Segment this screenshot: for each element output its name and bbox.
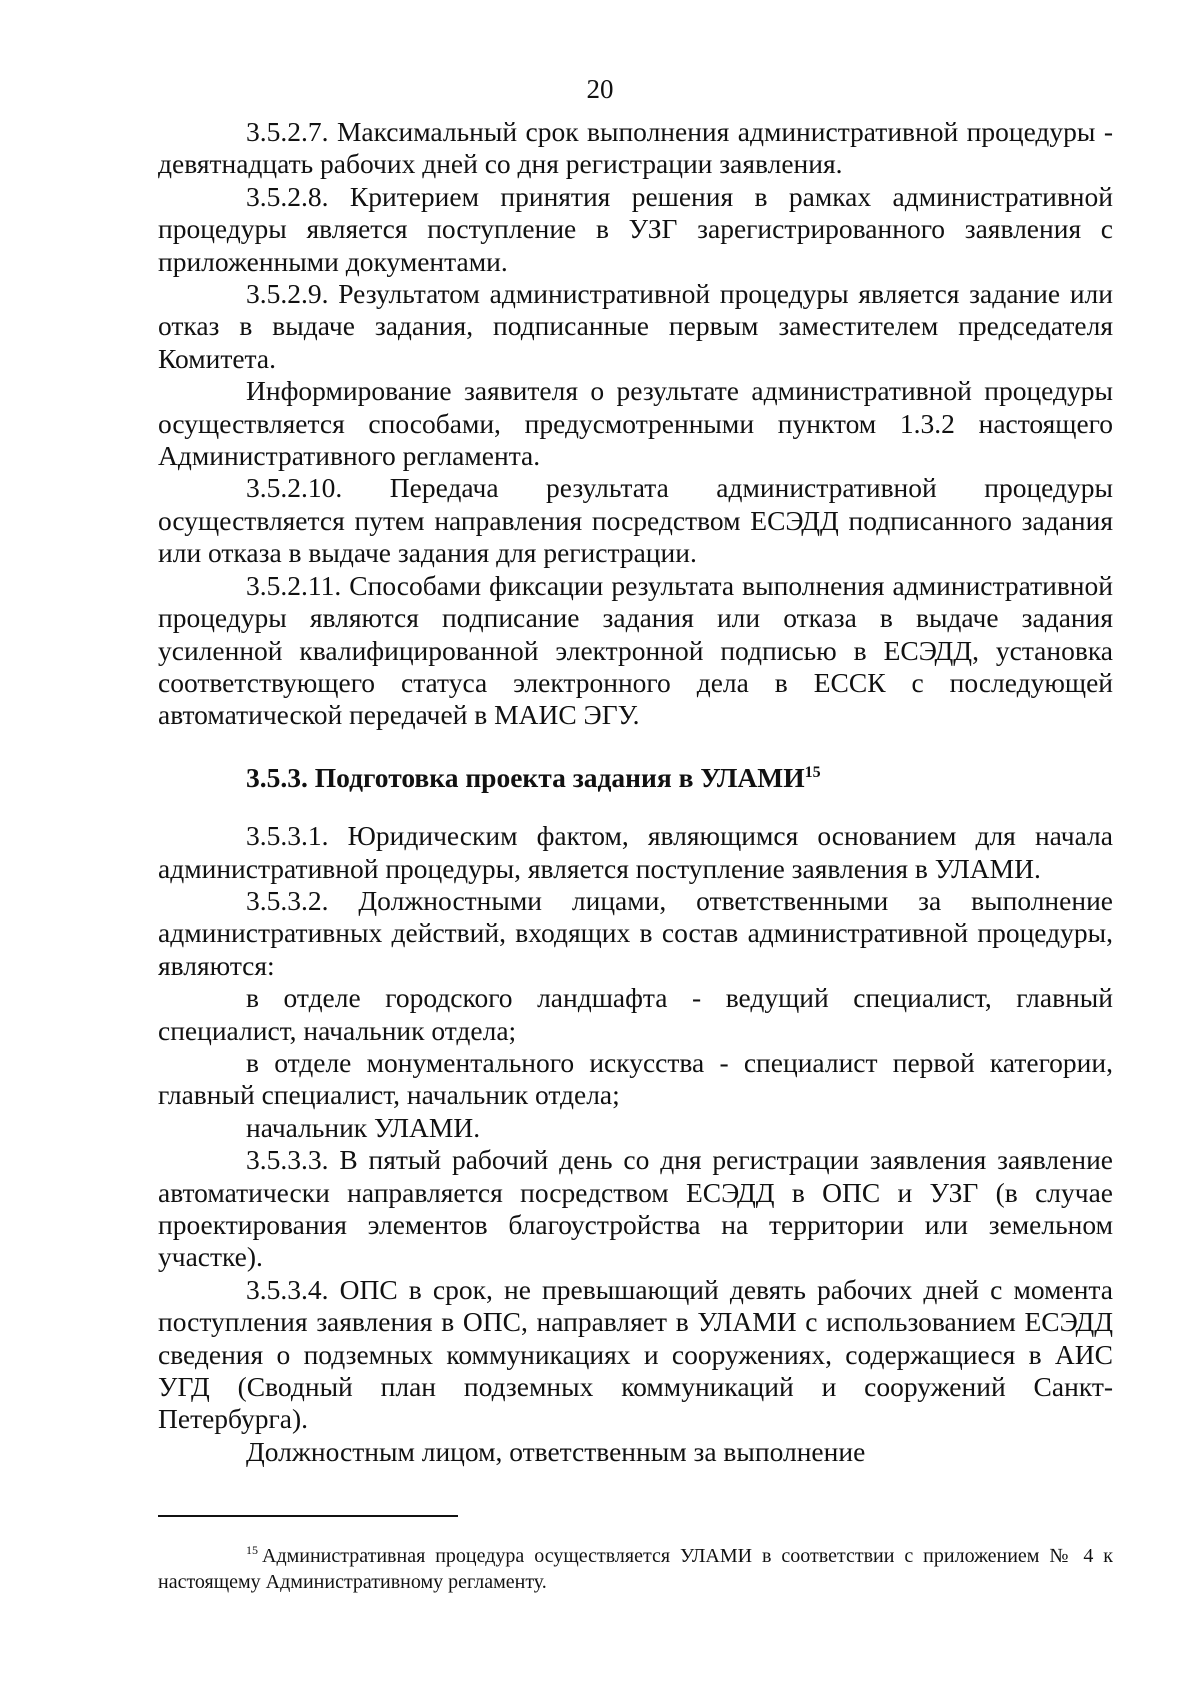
paragraph: в отделе городского ландшафта - ведущий специалист, главный специалист, начальник отдела; — [158, 982, 1113, 1046]
section-heading — [158, 762, 1113, 794]
paragraph: начальник УЛАМИ. — [246, 1111, 481, 1143]
footnote-text: Административная процедура осуществляется УЛАМИ в соответствии с приложением № 4 к настоящему Административному регламенту. — [158, 1545, 1113, 1593]
paragraph: 3.5.3.4. ОПС в срок, не превышающий девять рабочих дней с момента поступления заявления в ОПС, направляет в УЛАМИ с использованием ЕСЭДД сведения о подземных коммуникациях и сооружениях, содержащиеся в АИС УГД (Сводный план подземных коммуникаций и сооружений Санкт-Петербурга). — [158, 1273, 1113, 1435]
paragraph: 3.5.2.10. Передача результата административной процедуры осуществляется путем направления посредством ЕСЭДД подписанного задания или отказа в выдаче задания для регистрации. — [158, 472, 1113, 569]
paragraph: 3.5.3.3. В пятый рабочий день со дня регистрации заявления заявление автоматически направляется посредством ЕСЭДД в ОПС и УЗГ (в случае проектирования элементов благоустройства на территории или земельном участке). — [158, 1144, 1113, 1273]
paragraph: 3.5.2.11. Способами фиксации результата выполнения административной процедуры являются подписание задания или отказа в выдаче задания усиленной квалифицированной электронной подписью в ЕСЭДД, установка соответствующего статуса электронного дела в ЕССК с последующей автоматической передачей в МАИС ЭГУ. — [158, 569, 1113, 731]
paragraph: Информирование заявителя о результате административной процедуры осуществляется способами, предусмотренными пунктом 1.3.2 настоящего Административного регламента. — [158, 375, 1113, 472]
page-number: 20 — [586, 74, 614, 104]
paragraph: Должностным лицом, ответственным за выполнение — [246, 1435, 866, 1467]
footnote-number: 15 — [246, 1543, 258, 1557]
section-heading-text: 3.5.3. Подготовка проекта задания в УЛАМИ — [246, 761, 805, 793]
paragraph: 3.5.2.7. Максимальный срок выполнения административной процедуры - девятнадцать рабочих дней со дня регистрации заявления. — [158, 116, 1113, 180]
body-text — [158, 116, 1113, 1468]
paragraph: 3.5.2.8. Критерием принятия решения в рамках административной процедуры является поступление в УЗГ зарегистрированного заявления с приложенными документами. — [158, 180, 1113, 277]
footnote — [158, 1543, 1113, 1595]
footnote-separator — [158, 1515, 458, 1517]
footnote-reference: 15 — [804, 763, 821, 781]
paragraph: 3.5.2.9. Результатом административной процедуры является задание или отказ в выдаче задания, подписанные первым заместителем председателя Комитета. — [158, 278, 1113, 374]
paragraph: в отделе монументального искусства - специалист первой категории, главный специалист, начальник отдела; — [158, 1046, 1113, 1111]
paragraph: 3.5.3.2. Должностными лицами, ответственными за выполнение административных действий, входящих в состав административной процедуры, являются: — [158, 884, 1113, 981]
paragraph: 3.5.3.1. Юридическим фактом, являющимся основанием для начала административной процедуры, является поступление заявления в УЛАМИ. — [158, 820, 1113, 884]
